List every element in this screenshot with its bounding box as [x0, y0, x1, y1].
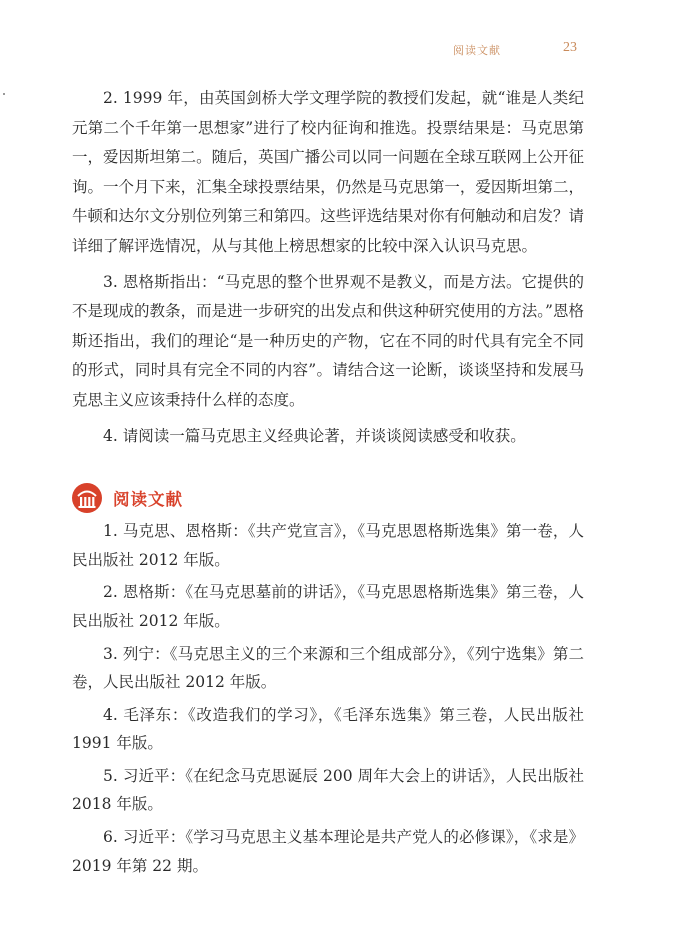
- reference-item: 1. 马克思、恩格斯：《共产党宣言》，《马克思恩格斯选集》第一卷，人民出版社 2012 年版。: [72, 522, 584, 569]
- reference-item: 2. 恩格斯：《在马克思墓前的讲话》，《马克思恩格斯选集》第三卷，人民出版社 2012 年版。: [72, 583, 584, 630]
- question-2: 2. 1999 年，由英国剑桥大学文理学院的教授们发起，就“谁是人类纪元第二个千年第一思想家”进行了校内征询和推选。投票结果是：马克思第一，爱因斯坦第二。随后，英国广播公司以同一问题在全球互联网上公开征询。一个月下来，汇集全球投票结果，仍然是马克思第一，爱因斯坦第二，牛顿和达尔文分别位列第三和第四。这些评选结果对你有何触动和启发？请详细了解评选情况，从与其他上榜思想家的比较中深入认识马克思。: [72, 89, 584, 255]
- book-building-icon: [72, 483, 102, 513]
- page-number: 23: [563, 40, 577, 55]
- reference-list: [72, 517, 584, 880]
- running-header: 阅读文献: [453, 44, 501, 57]
- question-3: 3. 恩格斯指出：“马克思的整个世界观不是教义，而是方法。它提供的不是现成的教条，而是进一步研究的出发点和供这种研究使用的方法。”恩格斯还指出，我们的理论“是一种历史的产物，它在不同的时代具有完全不同的形式，同时具有完全不同的内容”。请结合这一论断，谈谈坚持和发展马克思主义应该秉持什么样的态度。: [72, 272, 584, 409]
- reading-section-header: [72, 481, 584, 515]
- reading-section-title: 阅读文献: [113, 490, 183, 510]
- reference-item: 3. 列宁：《马克思主义的三个来源和三个组成部分》，《列宁选集》第二卷，人民出版社 2012 年版。: [72, 644, 584, 692]
- scan-mark: [3, 93, 5, 95]
- reference-item: 4. 毛泽东：《改造我们的学习》，《毛泽东选集》第三卷，人民出版社 1991 年版。: [72, 705, 584, 753]
- question-4: 4. 请阅读一篇马克思主义经典论著，并谈谈阅读感受和收获。: [103, 426, 526, 445]
- reference-item: 5. 习近平：《在纪念马克思诞辰 200 周年大会上的讲话》，人民出版社 2018 年版。: [72, 766, 584, 814]
- reference-item: 6. 习近平：《学习马克思主义基本理论是共产党人的必修课》，《求是》2019 年第 22 期。: [72, 828, 584, 875]
- page-content: [72, 84, 584, 884]
